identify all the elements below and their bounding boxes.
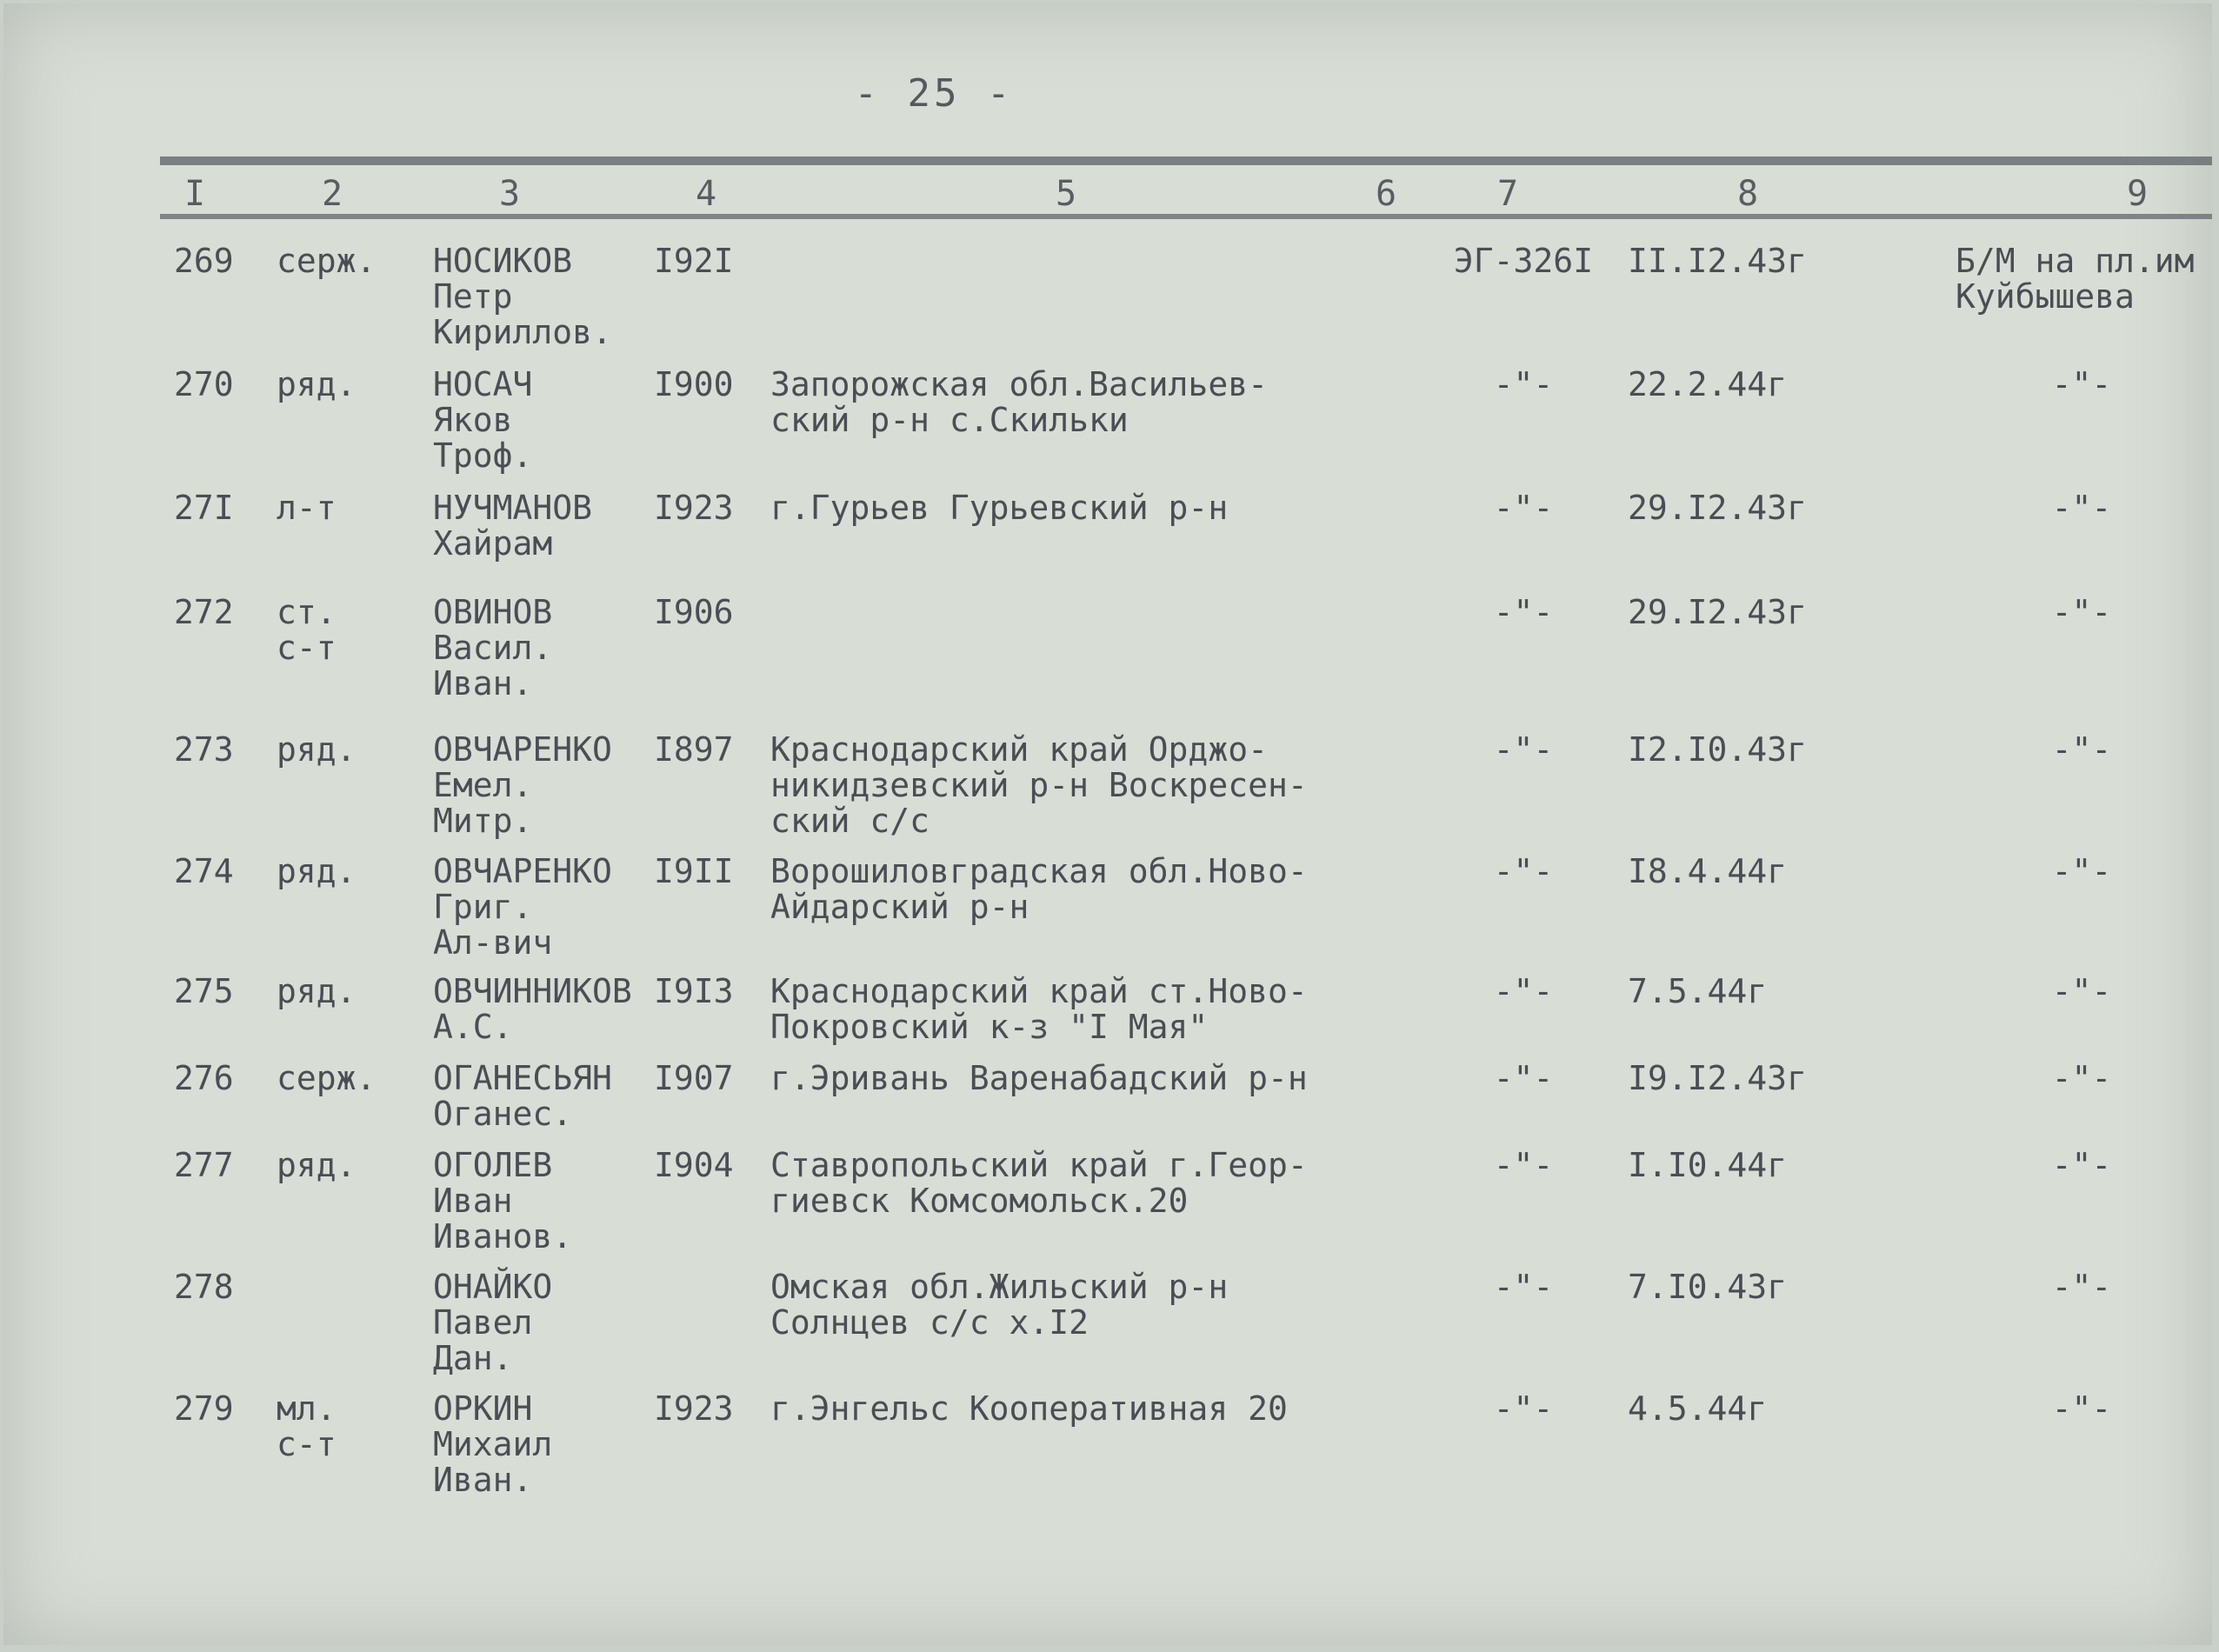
column-number-4: 4 <box>695 174 717 214</box>
row-number: 274 <box>174 852 234 890</box>
row-burial-place: -"- <box>2051 365 2112 403</box>
row-unit: -"- <box>1493 972 1554 1010</box>
row-birth-year: I923 <box>654 1389 734 1428</box>
document-page <box>3 3 2212 1645</box>
row-number: 270 <box>174 365 234 403</box>
row-name: ОГОЛЕВ Иван Иванов. <box>433 1146 573 1256</box>
row-rank: ряд. <box>277 730 357 769</box>
row-birthplace: Ставропольский край г.Геор- гиевск Комсомольск.20 <box>770 1146 1308 1220</box>
row-rank: ряд. <box>277 972 357 1010</box>
row-rank: мл. с-т <box>277 1389 337 1463</box>
row-rank: ряд. <box>277 1146 357 1184</box>
row-name: НУЧМАНОВ Хайрам <box>433 489 593 563</box>
row-name: ОРКИН Михаил Иван. <box>433 1389 553 1499</box>
row-number: 278 <box>174 1268 234 1306</box>
row-date: I.I0.44г <box>1628 1146 1788 1184</box>
row-date: 22.2.44г <box>1628 365 1788 403</box>
row-unit: -"- <box>1493 365 1554 403</box>
row-number: 277 <box>174 1146 234 1184</box>
row-burial-place: -"- <box>2051 852 2112 890</box>
row-number: 272 <box>174 593 234 631</box>
row-burial-place: -"- <box>2051 1146 2112 1184</box>
row-date: 7.I0.43г <box>1628 1268 1788 1306</box>
row-unit: -"- <box>1493 593 1554 631</box>
row-name: ОГАНЕСЬЯН Оганес. <box>433 1059 612 1133</box>
row-date: 29.I2.43г <box>1628 593 1807 631</box>
row-birth-year: I9II <box>654 852 734 890</box>
row-birthplace: г.Энгельс Кооперативная 20 <box>770 1389 1288 1428</box>
row-rank: серж. <box>277 242 376 280</box>
row-date: 7.5.44г <box>1628 972 1768 1010</box>
column-number-8: 8 <box>1736 174 1759 214</box>
column-number-2: 2 <box>321 174 343 214</box>
table-top-rule <box>160 157 2212 165</box>
row-name: ОВЧАРЕНКО Григ. Ал-вич <box>433 852 612 962</box>
row-burial-place: Б/М на пл.им Куйбышева <box>1956 242 2195 316</box>
row-date: I9.I2.43г <box>1628 1059 1807 1097</box>
row-unit: ЭГ-326I <box>1453 242 1594 280</box>
row-date: I8.4.44г <box>1628 852 1788 890</box>
row-unit: -"- <box>1493 852 1554 890</box>
row-date: 4.5.44г <box>1628 1389 1768 1428</box>
row-unit: -"- <box>1493 489 1554 527</box>
row-burial-place: -"- <box>2051 1389 2112 1428</box>
row-date: I2.I0.43г <box>1628 730 1807 769</box>
row-unit: -"- <box>1493 730 1554 769</box>
column-number-3: 3 <box>498 174 521 214</box>
row-name: ОВИНОВ Васил. Иван. <box>433 593 553 703</box>
row-birthplace: г.Гурьев Гурьевский р-н <box>770 489 1229 527</box>
row-birth-year: I900 <box>654 365 734 403</box>
row-birthplace: г.Эривань Варенабадский р-н <box>770 1059 1308 1097</box>
row-birth-year: I92I <box>654 242 734 280</box>
row-date: II.I2.43г <box>1628 242 1807 280</box>
row-date: 29.I2.43г <box>1628 489 1807 527</box>
column-number-7: 7 <box>1496 174 1519 214</box>
row-name: ОВЧИННИКОВ А.С. <box>433 972 632 1046</box>
row-burial-place: -"- <box>2051 1059 2112 1097</box>
row-rank: ряд. <box>277 365 357 403</box>
column-number-1: I <box>183 174 206 214</box>
column-number-6: 6 <box>1375 174 1397 214</box>
row-birth-year: I907 <box>654 1059 734 1097</box>
row-name: НОСАЧ Яков Троф. <box>433 365 533 475</box>
row-rank: серж. <box>277 1059 376 1097</box>
row-number: 273 <box>174 730 234 769</box>
row-number: 269 <box>174 242 234 280</box>
row-birthplace: Краснодарский край Орджо- никидзевский р-н Воскресен- ский с/с <box>770 730 1308 840</box>
row-birthplace: Краснодарский край ст.Ново- Покровский к-з "I Мая" <box>770 972 1308 1046</box>
row-birth-year: I923 <box>654 489 734 527</box>
row-rank: ряд. <box>277 852 357 890</box>
row-number: 276 <box>174 1059 234 1097</box>
row-burial-place: -"- <box>2051 593 2112 631</box>
row-birth-year: I9I3 <box>654 972 734 1010</box>
row-birthplace: Омская обл.Жильский р-н Солнцев с/с х.I2 <box>770 1268 1229 1342</box>
row-number: 279 <box>174 1389 234 1428</box>
row-birth-year: I906 <box>654 593 734 631</box>
table-header-rule <box>160 214 2212 219</box>
row-burial-place: -"- <box>2051 489 2112 527</box>
row-number: 275 <box>174 972 234 1010</box>
row-rank: ст. с-т <box>277 593 337 667</box>
page-number: - 25 - <box>854 71 1014 116</box>
row-birthplace: Запорожская обл.Васильев- ский р-н с.Скильки <box>770 365 1268 439</box>
row-unit: -"- <box>1493 1268 1554 1306</box>
row-burial-place: -"- <box>2051 730 2112 769</box>
row-burial-place: -"- <box>2051 972 2112 1010</box>
row-burial-place: -"- <box>2051 1268 2112 1306</box>
row-birth-year: I904 <box>654 1146 734 1184</box>
row-unit: -"- <box>1493 1059 1554 1097</box>
row-unit: -"- <box>1493 1146 1554 1184</box>
row-name: НОСИКОВ Петр Кириллов. <box>433 242 612 351</box>
row-name: ОВЧАРЕНКО Емел. Митр. <box>433 730 612 840</box>
row-name: ОНАЙКО Павел Дан. <box>433 1268 553 1377</box>
row-number: 27I <box>174 489 234 527</box>
row-birthplace: Ворошиловградская обл.Ново- Айдарский р-н <box>770 852 1308 926</box>
row-birth-year: I897 <box>654 730 734 769</box>
column-number-9: 9 <box>2126 174 2149 214</box>
column-number-5: 5 <box>1055 174 1077 214</box>
row-unit: -"- <box>1493 1389 1554 1428</box>
row-rank: л-т <box>277 489 337 527</box>
